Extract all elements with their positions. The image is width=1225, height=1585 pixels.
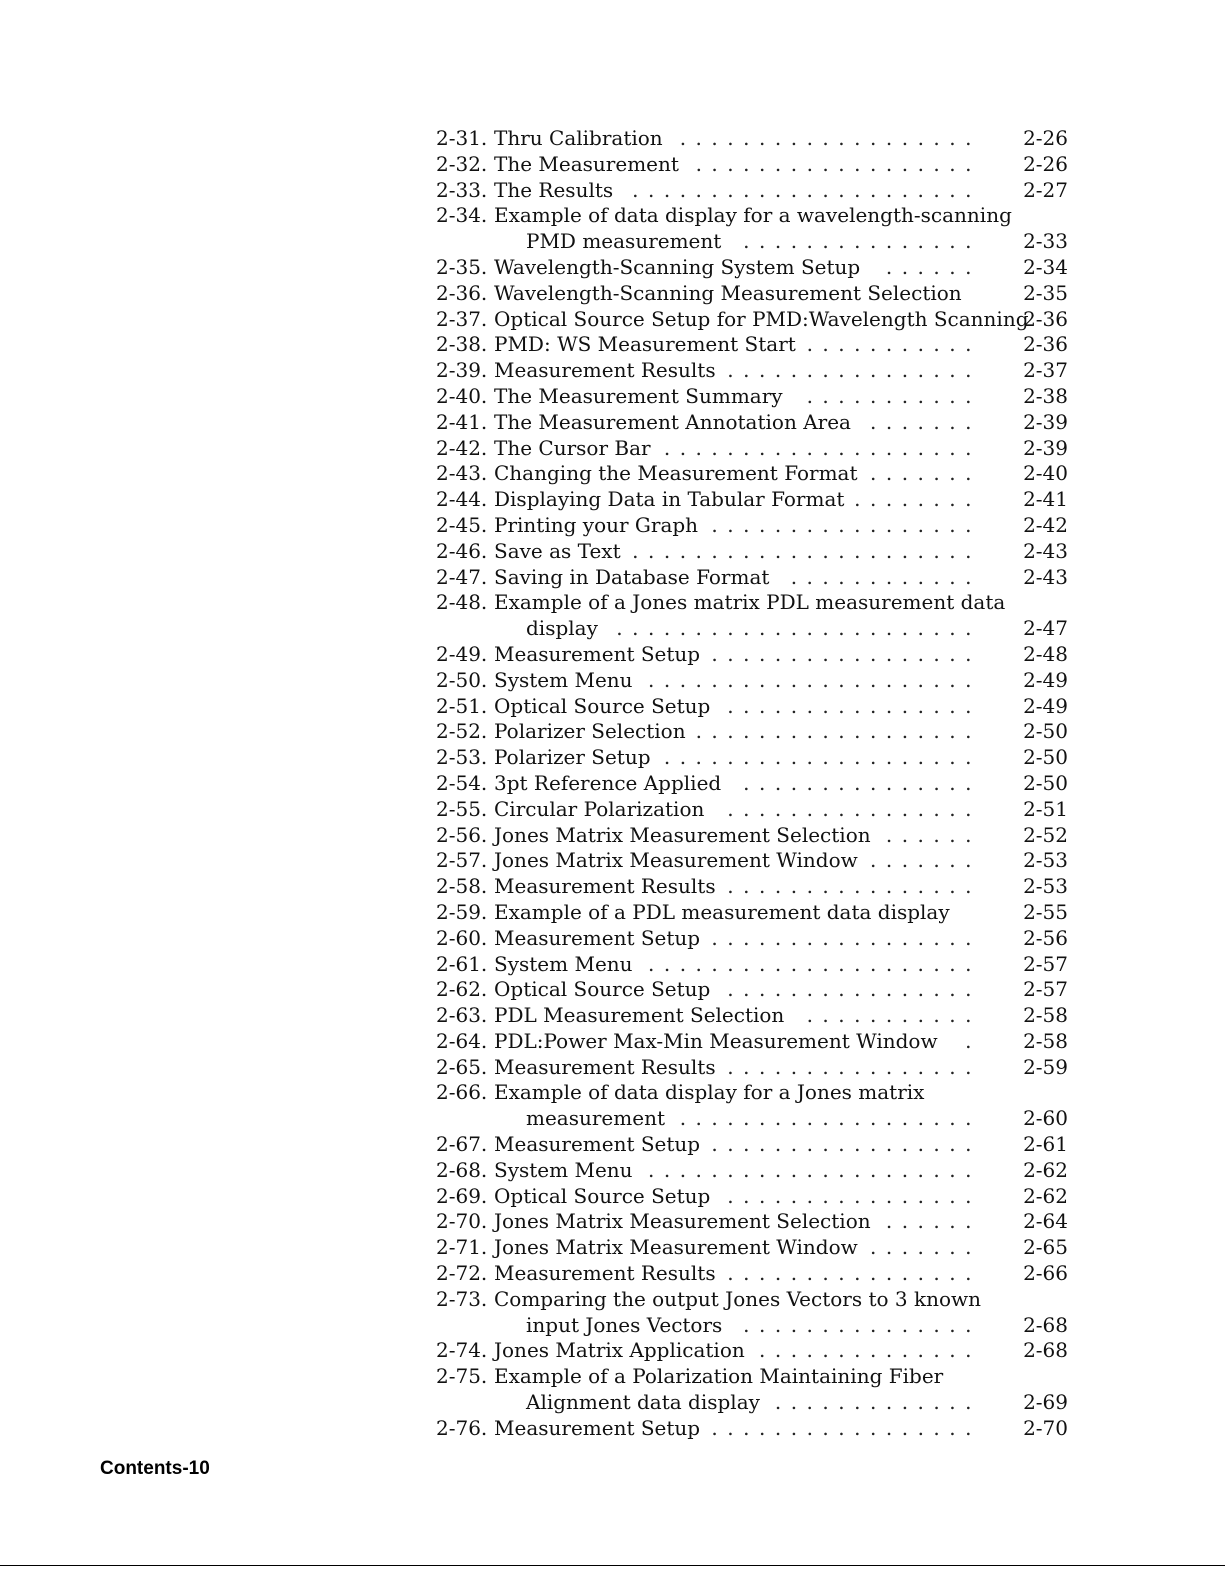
toc-entry-title: Wavelength-Scanning System Setup [494,254,861,279]
toc-entry-page: 2-47 [1023,616,1068,641]
toc-entry-number: 2-75. [436,1364,488,1389]
dot-leader: ..................... [647,1157,981,1182]
toc-entry-line [436,461,1076,487]
toc-entry-line [436,384,1076,410]
toc-entry-page: 2-57 [1023,977,1068,1002]
toc-entry-line [436,823,1076,849]
toc-entry-line [436,1287,1076,1313]
toc-entry-number: 2-67. [436,1132,488,1157]
toc-entry-page: 2-58 [1023,1003,1068,1028]
toc-entry-line [436,616,1076,642]
toc-entry-title: Changing the Measurement Format [494,461,858,486]
toc-entry-page: 2-61 [1023,1132,1068,1157]
dot-leader: ................. [711,641,981,666]
toc-entry-title: Measurement Results [494,874,716,899]
toc-entry-title: Polarizer Setup [494,745,651,770]
toc-entry-line [436,539,1076,565]
toc-entry-title: The Measurement Summary [494,383,783,408]
toc-entry-number: 2-33. [436,177,488,202]
toc-entry[interactable] [436,1132,1076,1158]
toc-entry-title: Wavelength-Scanning Measurement Selection [494,280,962,305]
toc-entry-line [436,203,1076,229]
toc-entry-line [436,410,1076,436]
toc-entry-title: The Cursor Bar [494,435,651,460]
toc-entry-page: 2-50 [1023,770,1068,795]
toc-entry-page: 2-59 [1023,1054,1068,1079]
toc-entry-line [436,797,1076,823]
dot-leader: ..................... [647,667,981,692]
toc-entry-number: 2-40. [436,383,488,408]
dot-leader: .................. [695,719,981,744]
toc-entry-number: 2-31. [436,126,488,150]
dot-leader: .............. [758,1338,981,1363]
toc-entry-line [436,565,1076,591]
toc-entry-title: The Measurement Annotation Area [494,409,851,434]
toc-entry-number: 2-44. [436,487,488,512]
toc-entry-line [436,952,1076,978]
toc-entry-page: 2-55 [1023,899,1068,924]
toc-entry[interactable] [436,590,1076,642]
toc-entry-title: Measurement Setup [494,925,701,950]
toc-entry-title: Example of a Jones matrix PDL measurement data [494,590,1006,615]
toc-entry-title: The Measurement [494,151,679,176]
toc-entry-line [436,590,1076,616]
toc-entry-page: 2-53 [1023,874,1068,899]
toc-entry-title: Circular Polarization [494,796,705,821]
toc-entry-number: 2-71. [436,1235,488,1260]
toc-entry-line [436,1106,1076,1132]
toc-entry-line [436,848,1076,874]
toc-entry-page: 2-62 [1023,1183,1068,1208]
toc-entry-page: 2-70 [1023,1415,1068,1440]
toc-entry-line [436,1364,1076,1390]
toc-entry[interactable] [436,642,1076,668]
toc-entry-number: 2-41. [436,409,488,434]
bottom-rule [0,1565,1225,1566]
toc-entry-page: 2-33 [1023,229,1068,254]
toc-entry-line [436,255,1076,281]
toc-entry-page: 2-52 [1023,822,1068,847]
dot-leader: ....... [869,409,981,434]
toc-entry-title: measurement [526,1106,665,1131]
toc-entry[interactable] [436,178,1076,204]
dot-leader: ..................... [647,951,981,976]
toc-entry[interactable] [436,126,1076,152]
toc-entry-line [436,281,1076,307]
toc-entry-line [436,694,1076,720]
dot-leader: ................. [711,925,981,950]
toc-entry[interactable] [436,1209,1076,1235]
toc-entry[interactable] [436,797,1076,823]
toc-entry-line [436,229,1076,255]
toc-entry[interactable] [436,900,1076,926]
toc-entry-line [436,1029,1076,1055]
toc-entry-number: 2-55. [436,796,488,821]
toc-entry-page: 2-26 [1023,126,1068,150]
toc-entry-number: 2-45. [436,512,488,537]
toc-entry-number: 2-39. [436,358,488,383]
toc-entry-title: Alignment data display [526,1390,760,1415]
toc-entry[interactable] [436,745,1076,771]
toc-entry-title: Optical Source Setup [494,693,711,718]
dot-leader: ........... [806,383,981,408]
toc-entry-line [436,1158,1076,1184]
toc-entry-number: 2-62. [436,977,488,1002]
toc-entry-title: Jones Matrix Measurement Window [494,1235,858,1260]
toc-entry-line [436,1416,1076,1442]
toc-entry-line [436,1132,1076,1158]
toc-entry-line [436,1338,1076,1364]
toc-entry[interactable] [436,436,1076,462]
dot-leader: .................... [663,745,981,770]
toc-entry-page: 2-42 [1023,512,1068,537]
toc-entry-page: 2-39 [1023,409,1068,434]
toc-entry-line [436,1209,1076,1235]
toc-entry-title: PMD: WS Measurement Start [494,332,796,357]
toc-entry-page: 2-41 [1023,487,1068,512]
toc-entry[interactable] [436,384,1076,410]
toc-entry[interactable] [436,977,1076,1003]
toc-entry-number: 2-50. [436,667,488,692]
toc-entry[interactable] [436,1416,1076,1442]
dot-leader: ...... [885,822,981,847]
toc-entry-page: 2-34 [1023,254,1068,279]
dot-leader: ....... [869,1235,981,1260]
toc-entry-line [436,668,1076,694]
dot-leader: ........... [806,332,981,357]
dot-leader: ........... [806,1003,981,1028]
toc-entry[interactable] [436,203,1076,255]
toc-entry-page: 2-69 [1023,1390,1068,1415]
dot-leader: ................ [727,358,981,383]
toc-entry-number: 2-35. [436,254,488,279]
toc-entry-number: 2-73. [436,1286,488,1311]
toc-entry-page: 2-62 [1023,1157,1068,1182]
toc-entry-page: 2-36 [1023,332,1068,357]
toc-entry[interactable] [436,358,1076,384]
toc-entry-number: 2-38. [436,332,488,357]
toc-entry-page: 2-64 [1023,1209,1068,1234]
toc-entry-page: 2-36 [1023,306,1068,331]
toc-entry-line [436,745,1076,771]
toc-entry-title: PDL:Power Max-Min Measurement Window [494,1028,938,1053]
toc-entry[interactable] [436,1003,1076,1029]
toc-entry-title: Example of a Polarization Maintaining Fiber [494,1364,944,1389]
dot-leader: ...................... [632,538,981,563]
dot-leader: ................ [727,874,981,899]
toc-entry-number: 2-53. [436,745,488,770]
toc-entry-page: 2-43 [1023,538,1068,563]
toc-entry-title: Displaying Data in Tabular Format [494,487,845,512]
toc-entry-number: 2-64. [436,1028,488,1053]
toc-entry[interactable] [436,823,1076,849]
toc-entry-title: PMD measurement [526,229,722,254]
toc-entry-number: 2-34. [436,203,488,228]
toc-entry-line [436,1184,1076,1210]
toc-entry-number: 2-54. [436,770,488,795]
toc-entry-title: Example of data display for a wavelength-scanning [494,203,1012,228]
toc-entry-number: 2-74. [436,1338,488,1363]
toc-entry-number: 2-46. [436,538,488,563]
toc-entry-line [436,900,1076,926]
toc-entry-page: 2-66 [1023,1261,1068,1286]
toc-entry-line [436,1080,1076,1106]
dot-leader: ...... [885,254,981,279]
toc-entry-page: 2-53 [1023,848,1068,873]
toc-entry-title: input Jones Vectors [526,1312,723,1337]
toc-entry-number: 2-61. [436,951,488,976]
toc-entry-page: 2-68 [1023,1338,1068,1363]
toc-entry-line [436,719,1076,745]
toc-entry-number: 2-36. [436,280,488,305]
toc-entry-number: 2-59. [436,899,488,924]
toc-entry-page: 2-65 [1023,1235,1068,1260]
toc-entry-line [436,178,1076,204]
toc-entry-page: 2-26 [1023,151,1068,176]
dot-leader: ................ [727,1054,981,1079]
toc-entry-line [436,977,1076,1003]
dot-leader: ............... [743,229,981,254]
toc-entry[interactable] [436,1184,1076,1210]
toc-entry[interactable] [436,848,1076,874]
toc-entry-title: Measurement Setup [494,641,701,666]
dot-leader: ........ [854,487,981,512]
toc-entry-number: 2-43. [436,461,488,486]
toc-entry-line [436,152,1076,178]
toc-entry-number: 2-65. [436,1054,488,1079]
toc-entry[interactable] [436,1055,1076,1081]
dot-leader: ................... [679,1106,981,1131]
toc-entry-number: 2-66. [436,1080,488,1105]
toc-entry-page: 2-38 [1023,383,1068,408]
toc-entry-title: Jones Matrix Application [494,1338,745,1363]
toc-entry-line [436,332,1076,358]
dot-leader: ................ [727,693,981,718]
toc-entry-line [436,874,1076,900]
toc-entry[interactable] [436,255,1076,281]
toc-entry-title: System Menu [494,667,633,692]
toc-entry-line [436,1390,1076,1416]
toc-entry-line [436,307,1076,333]
toc-entry-title: Measurement Setup [494,1132,701,1157]
table-of-contents [436,126,1076,1442]
toc-entry-number: 2-69. [436,1183,488,1208]
dot-leader: ............... [743,770,981,795]
toc-entry-title: Comparing the output Jones Vectors to 3 known [494,1286,982,1311]
toc-entry[interactable] [436,281,1076,307]
toc-entry-number: 2-32. [436,151,488,176]
toc-entry-title: Jones Matrix Measurement Selection [494,822,871,847]
toc-entry[interactable] [436,461,1076,487]
toc-entry-line [436,1003,1076,1029]
toc-entry-number: 2-37. [436,306,488,331]
toc-entry-number: 2-57. [436,848,488,873]
dot-leader: ................ [727,1261,981,1286]
toc-entry[interactable] [436,1029,1076,1055]
toc-entry-page: 2-37 [1023,358,1068,383]
toc-entry[interactable] [436,152,1076,178]
toc-entry-number: 2-58. [436,874,488,899]
toc-entry[interactable] [436,307,1076,333]
toc-entry-title: display [526,616,598,641]
toc-entry-number: 2-70. [436,1209,488,1234]
toc-entry[interactable] [436,926,1076,952]
toc-entry-page: 2-68 [1023,1312,1068,1337]
dot-leader: ....................... [616,616,981,641]
toc-entry[interactable] [436,694,1076,720]
dot-leader: ...... [885,1209,981,1234]
toc-entry[interactable] [436,874,1076,900]
toc-entry-page: 2-50 [1023,745,1068,770]
toc-entry-page: 2-56 [1023,925,1068,950]
toc-entry-number: 2-51. [436,693,488,718]
toc-entry-line [436,487,1076,513]
toc-entry-title: Printing your Graph [494,512,699,537]
toc-entry-number: 2-68. [436,1157,488,1182]
toc-entry-page: 2-40 [1023,461,1068,486]
toc-entry-title: Thru Calibration [494,126,663,150]
dot-leader: ....... [869,461,981,486]
toc-entry[interactable] [436,410,1076,436]
dot-leader: ................. [711,512,981,537]
dot-leader: ............. [774,1390,981,1415]
toc-entry-number: 2-60. [436,925,488,950]
toc-entry-title: Save as Text [494,538,621,563]
dot-leader: ............... [743,1312,981,1337]
toc-entry-title: Optical Source Setup [494,1183,711,1208]
toc-entry-title: Measurement Results [494,358,716,383]
toc-entry[interactable] [436,719,1076,745]
toc-entry[interactable] [436,668,1076,694]
toc-entry-title: Saving in Database Format [494,564,770,589]
toc-entry-page: 2-58 [1023,1028,1068,1053]
toc-entry[interactable] [436,1235,1076,1261]
dot-leader: ................ [727,977,981,1002]
toc-entry[interactable] [436,1287,1076,1339]
toc-entry-number: 2-47. [436,564,488,589]
dot-leader: ................ [727,796,981,821]
toc-entry-page: 2-49 [1023,667,1068,692]
toc-entry-title: Polarizer Selection [494,719,686,744]
toc-entry[interactable] [436,952,1076,978]
toc-entry-title: Optical Source Setup [494,977,711,1002]
toc-entry-title: Jones Matrix Measurement Window [494,848,858,873]
toc-entry-line [436,1055,1076,1081]
toc-entry-page: 2-35 [1023,280,1068,305]
toc-entry-line [436,642,1076,668]
page-footer-label: Contents-10 [100,1458,210,1479]
dot-leader: ....... [869,848,981,873]
toc-entry-number: 2-49. [436,641,488,666]
toc-entry-page: 2-39 [1023,435,1068,460]
dot-leader: ............ [790,564,981,589]
toc-entry-page: 2-49 [1023,693,1068,718]
dot-leader: ................. [711,1415,981,1440]
toc-entry[interactable] [436,1338,1076,1364]
toc-entry-line [436,436,1076,462]
toc-entry-number: 2-52. [436,719,488,744]
toc-entry-number: 2-42. [436,435,488,460]
toc-entry-line [436,771,1076,797]
toc-entry-number: 2-72. [436,1261,488,1286]
toc-entry-line [436,513,1076,539]
toc-entry[interactable] [436,513,1076,539]
dot-leader: ...................... [632,177,981,202]
toc-entry[interactable] [436,539,1076,565]
toc-entry-title: PDL Measurement Selection [494,1003,785,1028]
toc-entry-title: Optical Source Setup for PMD:Wavelength Scanning [494,306,1029,331]
dot-leader: .................... [663,435,981,460]
toc-entry-page: 2-57 [1023,951,1068,976]
toc-entry-line [436,1261,1076,1287]
toc-entry-page: 2-27 [1023,177,1068,202]
toc-entry-page: 2-60 [1023,1106,1068,1131]
toc-entry[interactable] [436,1261,1076,1287]
toc-entry-line [436,358,1076,384]
toc-entry[interactable] [436,1158,1076,1184]
toc-entry-title: The Results [494,177,614,202]
toc-entry[interactable] [436,332,1076,358]
toc-entry-number: 2-48. [436,590,488,615]
dot-leader: . [965,1028,981,1053]
toc-entry-page: 2-48 [1023,641,1068,666]
dot-leader: ................... [679,126,981,150]
toc-entry-title: Example of data display for a Jones matrix [494,1080,925,1105]
toc-entry[interactable] [436,565,1076,591]
toc-entry[interactable] [436,1080,1076,1132]
toc-entry-title: Measurement Setup [494,1415,701,1440]
toc-entry-title: Jones Matrix Measurement Selection [494,1209,871,1234]
toc-entry-number: 2-76. [436,1415,488,1440]
toc-entry-title: Measurement Results [494,1261,716,1286]
toc-entry-title: Measurement Results [494,1054,716,1079]
toc-entry-line [436,1235,1076,1261]
toc-entry[interactable] [436,771,1076,797]
toc-entry[interactable] [436,1364,1076,1416]
toc-entry-page: 2-50 [1023,719,1068,744]
toc-entry-page: 2-43 [1023,564,1068,589]
dot-leader: .................. [695,151,981,176]
toc-entry-line [436,926,1076,952]
toc-entry-line [436,1313,1076,1339]
dot-leader: ................ [727,1183,981,1208]
toc-entry-title: 3pt Reference Applied [494,770,722,795]
dot-leader: ................. [711,1132,981,1157]
toc-entry-title: System Menu [494,1157,633,1182]
toc-entry-page: 2-51 [1023,796,1068,821]
toc-entry[interactable] [436,487,1076,513]
toc-entry-title: Example of a PDL measurement data display [494,899,950,924]
toc-entry-number: 2-63. [436,1003,488,1028]
toc-entry-line [436,126,1076,152]
toc-entry-title: System Menu [494,951,633,976]
toc-entry-number: 2-56. [436,822,488,847]
